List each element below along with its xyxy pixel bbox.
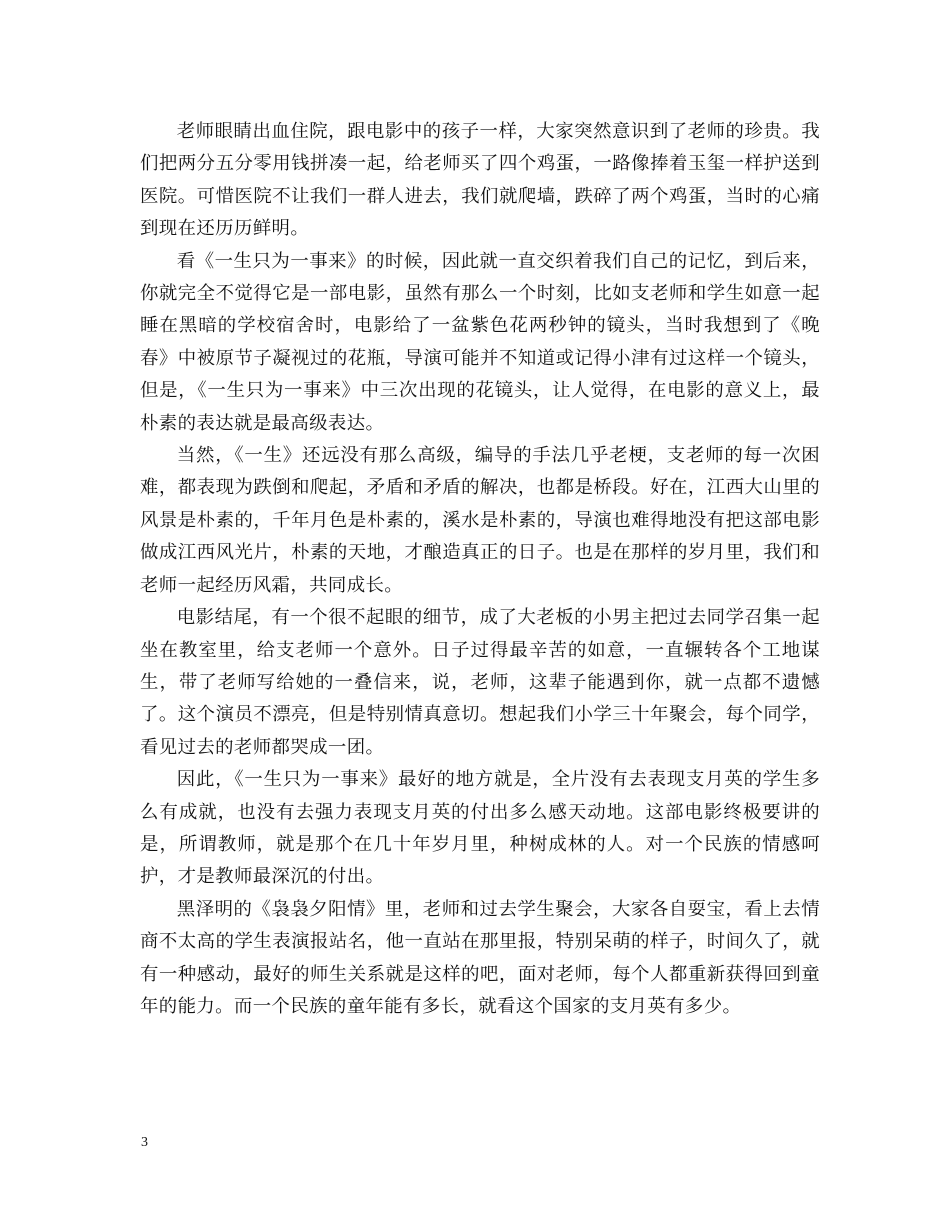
article-body — [140, 116, 820, 1023]
paragraph-3: 当然，《一生》还远没有那么高级，编导的手法几乎老梗，支老师的每一次困难，都表现为跌倒和爬起，矛盾和矛盾的解决，也都是桥段。好在，江西大山里的风景是朴素的，千年月色是朴素的，溪水是朴素的，导演也难得地没有把这部电影做成江西风光片，朴素的天地，才酿造真正的日子。也是在那样的岁月里，我们和老师一起经历风霜，共同成长。 — [140, 445, 820, 596]
page-number: 3 — [141, 1135, 148, 1150]
paragraph-5: 因此，《一生只为一事来》最好的地方就是，全片没有去表现支月英的学生多么有成就，也没有去强力表现支月英的付出多么感天动地。这部电影终极要讲的是，所谓教师，就是那个在几十年岁月里，种树成林的人。对一个民族的情感呵护，才是教师最深沉的付出。 — [140, 769, 820, 888]
paragraph-2: 看《一生只为一事来》的时候，因此就一直交织着我们自己的记忆，到后来，你就完全不觉得它是一部电影，虽然有那么一个时刻，比如支老师和学生如意一起睡在黑暗的学校宿舍时，电影给了一盆紫色花两秒钟的镜头，当时我想到了《晚春》中被原节子凝视过的花瓶，导演可能并不知道或记得小津有过这样一个镜头，但是，《一生只为一事来》中三次出现的花镜头，让人觉得，在电影的意义上，最朴素的表达就是最高级表达。 — [140, 250, 820, 434]
paragraph-4: 电影结尾，有一个很不起眼的细节，成了大老板的小男主把过去同学召集一起坐在教室里，给支老师一个意外。日子过得最辛苦的如意，一直辗转各个工地谋生，带了老师写给她的一叠信来，说，老师，这辈子能遇到你，就一点都不遗憾了。这个演员不漂亮，但是特别情真意切。想起我们小学三十年聚会，每个同学，看见过去的老师都哭成一团。 — [140, 607, 820, 758]
paragraph-1: 老师眼睛出血住院，跟电影中的孩子一样，大家突然意识到了老师的珍贵。我们把两分五分零用钱拼凑一起，给老师买了四个鸡蛋，一路像捧着玉玺一样护送到医院。可惜医院不让我们一群人进去，我们就爬墙，跌碎了两个鸡蛋，当时的心痛到现在还历历鲜明。 — [140, 121, 820, 240]
paragraph-6: 黑泽明的《袅袅夕阳情》里，老师和过去学生聚会，大家各自耍宝，看上去情商不太高的学生表演报站名，他一直站在那里报，特别呆萌的样子，时间久了，就有一种感动，最好的师生关系就是这样的吧，面对老师，每个人都重新获得回到童年的能力。而一个民族的童年能有多长，就看这个国家的支月英有多少。 — [140, 898, 820, 1017]
